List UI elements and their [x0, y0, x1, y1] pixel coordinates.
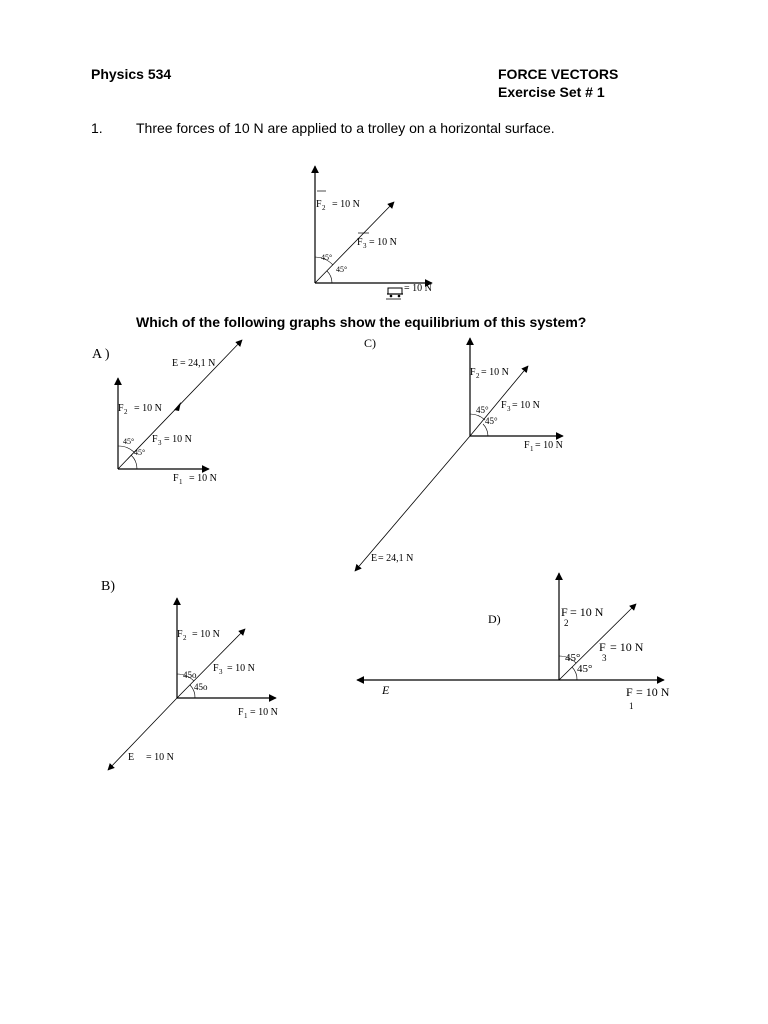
option-d — [357, 573, 670, 711]
option-c-e-value: = 24,1 N — [378, 553, 414, 564]
option-c-f1-symbol: F — [524, 440, 530, 451]
main-f2-symbol: F — [316, 199, 322, 210]
option-b-f3-subscript: 3 — [219, 668, 223, 676]
option-c-e-vector — [355, 436, 470, 571]
option-a-f3-subscript: 3 — [158, 439, 162, 447]
option-c-f3-subscript: 3 — [507, 405, 511, 413]
option-d-angle-upper: 45° — [565, 652, 581, 664]
main-figure — [315, 166, 432, 299]
option-b-f3-symbol: F — [213, 663, 219, 674]
exercise-set-label: Exercise Set # 1 — [498, 84, 605, 100]
main-angle-lower: 45° — [336, 265, 348, 274]
option-a-f2-value: = 10 N — [134, 403, 162, 414]
option-b-f1-subscript: 1 — [244, 712, 248, 720]
worksheet-title: FORCE VECTORS — [498, 66, 619, 82]
option-a-f3-arrowhead — [174, 402, 181, 411]
option-b-f1-symbol: F — [238, 707, 244, 718]
option-d-f2-subscript: 2 — [564, 618, 569, 628]
option-a-angle-arc-upper — [118, 446, 134, 452]
option-b-f2-symbol: F — [177, 629, 183, 640]
option-c-f3-value: = 10 N — [512, 400, 540, 411]
option-b-f1-value: = 10 N — [250, 707, 278, 718]
option-a-angle-upper: 45° — [123, 437, 135, 446]
option-a-f1-subscript: 1 — [179, 478, 183, 486]
option-b-label: B) — [101, 579, 115, 594]
main-f1-value: = 10 N — [404, 283, 432, 294]
option-a — [92, 340, 242, 486]
question-text: Three forces of 10 N are applied to a trolley on a horizontal surface. — [136, 120, 555, 136]
option-a-e-value: = 24,1 N — [180, 358, 216, 369]
option-c-label: C) — [364, 336, 376, 350]
option-a-f1-value: = 10 N — [189, 473, 217, 484]
option-a-f1-symbol: F — [173, 473, 179, 484]
option-a-f2-symbol: F — [118, 403, 124, 414]
option-c-angle-lower: 45° — [485, 416, 498, 426]
option-c-angle-upper: 45° — [476, 405, 489, 415]
option-a-label: A ) — [92, 347, 110, 362]
option-d-f1-value: = 10 N — [636, 685, 670, 699]
trolley-icon — [386, 288, 403, 299]
main-f2-subscript: 2 — [322, 204, 326, 212]
option-d-e-symbol: E — [382, 683, 390, 697]
option-a-f2-subscript: 2 — [124, 408, 128, 416]
main-f2-value: = 10 N — [332, 199, 360, 210]
main-f3-symbol: F — [357, 237, 363, 248]
option-b-f2-value: = 10 N — [192, 629, 220, 640]
option-c — [355, 336, 563, 571]
main-f3-subscript: 3 — [363, 242, 367, 250]
option-b-f2-subscript: 2 — [183, 634, 187, 642]
main-angle-upper: 45° — [321, 253, 333, 262]
option-a-angle-lower: 45° — [134, 448, 146, 457]
option-a-f3-value: = 10 N — [164, 434, 192, 445]
option-c-f2-symbol: F — [470, 367, 476, 378]
main-f3-value: = 10 N — [369, 237, 397, 248]
option-c-f1-value: = 10 N — [535, 440, 563, 451]
option-d-f3-value: = 10 N — [610, 640, 644, 654]
option-c-e-symbol: E — [371, 553, 378, 564]
question-prompt: Which of the following graphs show the equilibrium of this system? — [136, 314, 587, 330]
main-angle-arc-lower — [327, 271, 332, 283]
option-d-f2-value: = 10 N — [570, 605, 604, 619]
option-d-f3-subscript: 3 — [602, 653, 607, 663]
option-b-angle-upper: 45o — [183, 670, 197, 680]
option-a-angle-arc-lower — [131, 455, 137, 469]
option-b-angle-lower: 45o — [194, 682, 208, 692]
option-c-f2-subscript: 2 — [476, 372, 480, 380]
option-d-f3-symbol: F — [599, 640, 606, 654]
option-d-f1-subscript: 1 — [629, 701, 634, 711]
option-d-label: D) — [488, 612, 501, 626]
option-b-e-symbol: E — [128, 752, 135, 763]
option-b — [101, 579, 278, 770]
option-d-f2-symbol: F — [561, 605, 568, 619]
option-c-f2-value: = 10 N — [481, 367, 509, 378]
question-number: 1. — [91, 120, 103, 136]
option-b-e-value: = 10 N — [146, 752, 174, 763]
course-title: Physics 534 — [91, 66, 172, 82]
option-a-e-symbol: E — [172, 358, 179, 369]
option-c-f3-symbol: F — [501, 400, 507, 411]
option-d-angle-lower: 45° — [577, 663, 593, 675]
option-c-f1-subscript: 1 — [530, 445, 534, 453]
option-d-f1-symbol: F — [626, 685, 633, 699]
option-b-f3-value: = 10 N — [227, 663, 255, 674]
option-a-f3-symbol: F — [152, 434, 158, 445]
